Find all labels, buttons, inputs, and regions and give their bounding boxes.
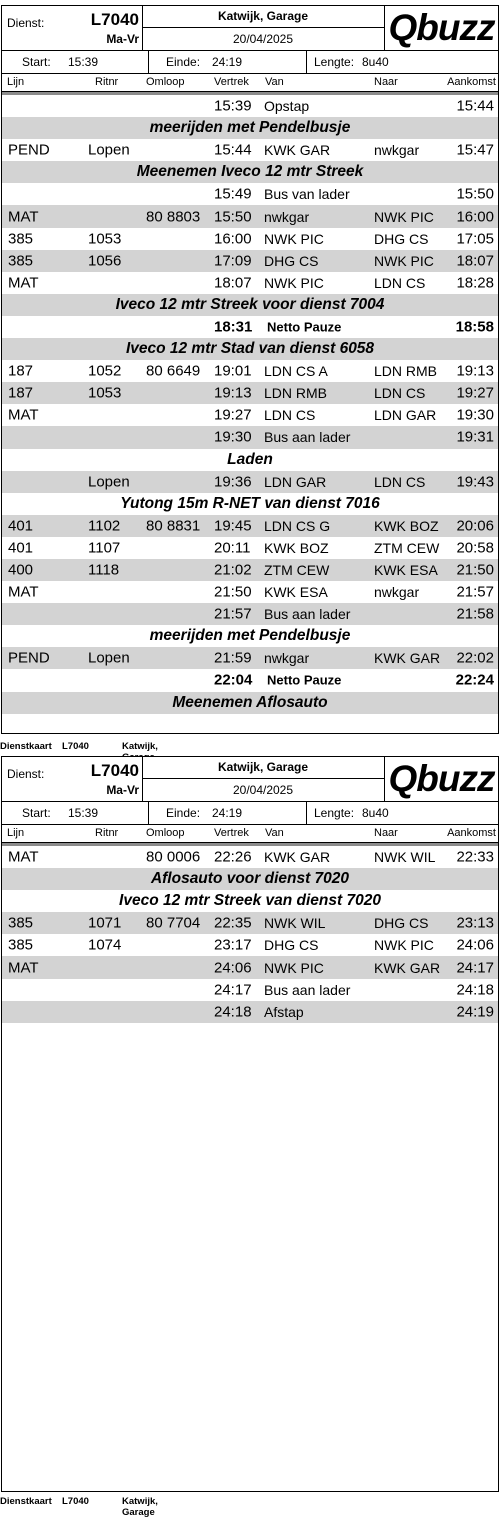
naar-cell: KWK BOZ	[374, 517, 439, 534]
einde-cell	[148, 802, 307, 824]
ritnr-cell: Lopen	[88, 473, 130, 491]
trip-row	[2, 272, 498, 294]
footer-place: Katwijk,	[122, 741, 158, 752]
van-cell: LDN CS G	[264, 517, 331, 534]
dienst-code: L7040	[90, 10, 139, 29]
aankomst-cell: 18:28	[456, 274, 494, 292]
section-title: Iveco 12 mtr Streek van dienst 7020	[119, 892, 381, 910]
aankomst-cell: 19:43	[456, 473, 494, 491]
vertrek-cell: 21:02	[214, 561, 252, 579]
van-cell: DHG CS	[264, 252, 319, 269]
trip-row	[2, 404, 498, 426]
aankomst-cell: 16:00	[456, 208, 494, 226]
trip-row	[2, 912, 498, 934]
aankomst-cell: 24:17	[456, 959, 494, 977]
ritnr-cell: 1052	[88, 362, 122, 380]
aankomst-cell: 19:27	[456, 384, 494, 402]
van-cell: Bus aan lader	[264, 429, 351, 446]
section-title-row	[2, 625, 498, 647]
einde-label: Einde:	[166, 806, 201, 820]
vertrek-cell: 21:50	[214, 583, 252, 601]
van-cell: LDN CS	[264, 407, 316, 424]
van-cell: NWK PIC	[264, 274, 324, 291]
footer-place: Katwijk, Garage	[122, 1496, 158, 1518]
van-cell: LDN GAR	[264, 473, 327, 490]
einde-value: 24:19	[212, 55, 243, 69]
location-date-box	[142, 757, 385, 801]
times-bar	[2, 51, 498, 74]
trip-row	[2, 515, 498, 537]
van-cell: Netto Pauze	[267, 672, 342, 688]
lengte-cell	[306, 51, 498, 73]
section-title: Meenemen Aflosauto	[172, 693, 328, 711]
naar-cell: LDN GAR	[374, 407, 437, 424]
vertrek-cell: 15:49	[214, 185, 252, 203]
aankomst-cell: 19:31	[456, 428, 494, 446]
vertrek-cell: 15:39	[214, 97, 252, 115]
naar-cell: KWK ESA	[374, 562, 438, 579]
trip-row	[2, 250, 498, 272]
naar-cell: LDN RMB	[374, 363, 438, 380]
van-cell: NWK PIC	[264, 230, 324, 247]
vertrek-cell: 19:36	[214, 473, 252, 491]
naar-cell: nwkgar	[374, 584, 420, 601]
trip-row	[2, 471, 498, 493]
lengte-label: Lengte:	[314, 55, 355, 69]
lijn-cell: 401	[8, 517, 34, 535]
pause-row	[2, 316, 498, 338]
trip-row	[2, 360, 498, 382]
vertrek-cell: 15:50	[214, 208, 252, 226]
naar-cell: nwkgar	[374, 142, 420, 159]
vertrek-cell: 22:35	[214, 914, 252, 932]
start-value: 15:39	[68, 55, 99, 69]
trip-row	[2, 139, 498, 161]
qbuzz-logo: Qbuzz	[388, 7, 495, 48]
times-bar	[2, 802, 498, 825]
aankomst-cell: 15:50	[456, 185, 494, 203]
footer-code: L7040	[62, 741, 89, 752]
section-title: Laden	[227, 450, 273, 468]
ritnr-cell: 1053	[88, 384, 122, 402]
aankomst-cell: 22:24	[455, 671, 494, 689]
trip-row	[2, 603, 498, 625]
col-omloop: Omloop	[146, 76, 185, 88]
lijn-cell: 401	[8, 539, 34, 557]
trip-row	[2, 581, 498, 603]
vertrek-cell: 20:11	[214, 539, 251, 557]
start-value: 15:39	[68, 806, 99, 820]
duty-id-box	[2, 6, 143, 50]
card-header	[2, 757, 498, 802]
ritnr-cell: 1053	[88, 230, 122, 248]
duty-date: 20/04/2025	[232, 783, 294, 797]
naar-cell: ZTM CEW	[374, 539, 440, 556]
lijn-cell: 385	[8, 936, 34, 954]
aankomst-cell: 21:58	[456, 605, 494, 623]
van-cell: DHG CS	[264, 937, 319, 954]
vertrek-cell: 23:17	[214, 936, 252, 954]
dienst-label: Dienst:	[7, 767, 45, 781]
trip-row	[2, 956, 498, 978]
aankomst-cell: 20:58	[456, 539, 494, 557]
aankomst-cell: 24:06	[456, 936, 494, 954]
section-title-row	[2, 161, 498, 183]
naar-cell: LDN CS	[374, 473, 426, 490]
vertrek-cell: 19:01	[214, 362, 252, 380]
col-vertrek: Vertrek	[214, 76, 249, 88]
section-title-row	[2, 449, 498, 471]
vertrek-cell: 21:59	[214, 649, 252, 667]
aankomst-cell: 18:07	[456, 252, 494, 270]
einde-cell	[148, 51, 307, 73]
trip-row	[2, 228, 498, 250]
col-ritnr: Ritnr	[95, 827, 119, 839]
duty-id-box	[2, 757, 143, 801]
col-lijn: Lijn	[7, 76, 25, 88]
trip-row	[2, 183, 498, 205]
col-van: Van	[265, 827, 284, 839]
ritnr-cell: 1107	[88, 539, 121, 557]
omloop-cell: 80 7704	[146, 914, 201, 932]
van-cell: ZTM CEW	[264, 562, 330, 579]
lijn-cell: PEND	[8, 141, 50, 159]
qbuzz-logo: Qbuzz	[388, 758, 495, 799]
section-title: meerijden met Pendelbusje	[149, 627, 351, 645]
van-cell: nwkgar	[264, 208, 310, 225]
start-label: Start:	[22, 806, 51, 820]
col-lijn: Lijn	[7, 827, 25, 839]
lijn-cell: 385	[8, 914, 34, 932]
vertrek-cell: 19:45	[214, 517, 252, 535]
trip-row	[2, 382, 498, 404]
section-title-row	[2, 338, 498, 360]
naar-cell: KWK GAR	[374, 959, 441, 976]
aankomst-cell: 15:47	[456, 141, 494, 159]
vertrek-cell: 16:00	[214, 230, 252, 248]
col-ritnr: Ritnr	[95, 76, 119, 88]
vertrek-cell: 19:30	[214, 428, 252, 446]
vertrek-cell: 21:57	[214, 605, 252, 623]
omloop-cell: 80 8803	[146, 208, 201, 226]
vertrek-cell: 17:09	[214, 252, 252, 270]
ritnr-cell: 1056	[88, 252, 122, 270]
col-vertrek: Vertrek	[214, 827, 249, 839]
aankomst-cell: 19:30	[456, 406, 494, 424]
vertrek-cell: 24:17	[214, 981, 252, 999]
van-cell: LDN RMB	[264, 385, 328, 402]
dienst-label: Dienst:	[7, 16, 45, 30]
col-omloop: Omloop	[146, 827, 185, 839]
start-label: Start:	[22, 55, 51, 69]
start-cell	[2, 802, 149, 824]
aankomst-cell: 24:18	[456, 981, 494, 999]
aankomst-cell: 15:44	[456, 97, 494, 115]
ritnr-cell: 1118	[88, 561, 120, 579]
trip-row	[2, 95, 498, 117]
lengte-value: 8u40	[362, 55, 389, 69]
lijn-cell: MAT	[8, 208, 39, 226]
van-cell: KWK GAR	[264, 849, 331, 866]
garage-name: Katwijk, Garage	[142, 757, 384, 779]
duty-card-page-1	[1, 5, 499, 734]
van-cell: Bus aan lader	[264, 981, 351, 998]
section-title-row	[2, 890, 498, 912]
section-title: Yutong 15m R-NET van dienst 7016	[120, 494, 380, 512]
dienst-days: Ma-Vr	[106, 32, 139, 46]
section-title: Meenemen Iveco 12 mtr Streek	[136, 163, 364, 181]
naar-cell: NWK PIC	[374, 937, 434, 954]
trip-row	[2, 846, 498, 868]
section-title-row	[2, 117, 498, 139]
lijn-cell: 385	[8, 252, 34, 270]
lijn-cell: MAT	[8, 274, 39, 292]
trip-row	[2, 205, 498, 227]
aankomst-cell: 21:50	[456, 561, 494, 579]
trip-row	[2, 537, 498, 559]
ritnr-cell: 1074	[88, 936, 122, 954]
schedule-rows	[2, 95, 498, 714]
naar-cell: NWK PIC	[374, 208, 434, 225]
duty-date: 20/04/2025	[232, 32, 294, 46]
trip-row	[2, 647, 498, 669]
lijn-cell: 187	[8, 362, 34, 380]
aankomst-cell: 17:05	[456, 230, 494, 248]
section-title: Aflosauto voor dienst 7020	[150, 870, 350, 888]
lijn-cell: MAT	[8, 583, 39, 601]
footer-kaart: Dienstkaart	[0, 741, 52, 752]
aankomst-cell: 18:58	[455, 318, 494, 336]
vertrek-cell: 24:06	[214, 959, 252, 977]
aankomst-cell: 22:33	[456, 848, 494, 866]
pause-row	[2, 669, 498, 691]
lengte-cell	[306, 802, 498, 824]
lijn-cell: 187	[8, 384, 34, 402]
vertrek-cell: 19:27	[214, 406, 252, 424]
aankomst-cell: 19:13	[456, 362, 494, 380]
vertrek-cell: 22:26	[214, 848, 252, 866]
lengte-value: 8u40	[362, 806, 389, 820]
lijn-cell: MAT	[8, 406, 39, 424]
trip-row	[2, 426, 498, 448]
section-title-row	[2, 294, 498, 316]
van-cell: nwkgar	[264, 650, 310, 667]
garage-name: Katwijk, Garage	[142, 6, 384, 28]
omloop-cell: 80 0006	[146, 848, 201, 866]
van-cell: NWK PIC	[264, 959, 324, 976]
footer-code: L7040	[62, 1496, 89, 1507]
start-cell	[2, 51, 149, 73]
dienst-days: Ma-Vr	[106, 783, 139, 797]
van-cell: Opstap	[264, 98, 310, 115]
lengte-label: Lengte:	[314, 806, 355, 820]
naar-cell: KWK GAR	[374, 650, 441, 667]
col-naar: Naar	[374, 827, 398, 839]
vertrek-cell: 18:07	[214, 274, 252, 292]
naar-cell: DHG CS	[374, 230, 429, 247]
section-title: Iveco 12 mtr Streek voor dienst 7004	[115, 295, 385, 313]
aankomst-cell: 23:13	[456, 914, 494, 932]
einde-value: 24:19	[212, 806, 243, 820]
trip-row	[2, 934, 498, 956]
section-title: Iveco 12 mtr Stad van dienst 6058	[125, 340, 375, 358]
van-cell: Bus van lader	[264, 186, 350, 203]
van-cell: Afstap	[264, 1003, 304, 1020]
col-aankomst: Aankomst	[447, 827, 496, 839]
omloop-cell: 80 8831	[146, 517, 201, 535]
lijn-cell: 400	[8, 561, 34, 579]
van-cell: Netto Pauze	[267, 319, 342, 335]
trip-row	[2, 979, 498, 1001]
section-title: meerijden met Pendelbusje	[149, 119, 351, 137]
lijn-cell: 385	[8, 230, 34, 248]
footer-kaart: Dienstkaart	[0, 1496, 52, 1507]
naar-cell: LDN CS	[374, 385, 426, 402]
column-header-row	[2, 825, 498, 843]
van-cell: NWK WIL	[264, 915, 326, 932]
ritnr-cell: Lopen	[88, 649, 130, 667]
aankomst-cell: 24:19	[456, 1003, 494, 1021]
van-cell: KWK GAR	[264, 142, 331, 159]
col-aankomst: Aankomst	[447, 76, 496, 88]
column-header-row	[2, 74, 498, 92]
card-header	[2, 6, 498, 51]
van-cell: LDN CS A	[264, 363, 328, 380]
van-cell: KWK BOZ	[264, 539, 329, 556]
section-title-row	[2, 493, 498, 515]
vertrek-cell: 22:04	[214, 671, 253, 689]
section-title-row	[2, 692, 498, 714]
naar-cell: LDN CS	[374, 274, 426, 291]
vertrek-cell: 19:13	[214, 384, 252, 402]
col-naar: Naar	[374, 76, 398, 88]
schedule-rows	[2, 846, 498, 1023]
aankomst-cell: 22:02	[456, 649, 494, 667]
lijn-cell: MAT	[8, 959, 39, 977]
van-cell: Bus aan lader	[264, 606, 351, 623]
vertrek-cell: 24:18	[214, 1003, 252, 1021]
ritnr-cell: 1102	[88, 517, 121, 535]
lijn-cell: PEND	[8, 649, 50, 667]
section-title-row	[2, 868, 498, 890]
aankomst-cell: 21:57	[456, 583, 494, 601]
naar-cell: NWK PIC	[374, 252, 434, 269]
duty-card-page-2	[1, 756, 499, 1492]
einde-label: Einde:	[166, 55, 201, 69]
vertrek-cell: 18:31	[214, 318, 253, 336]
van-cell: KWK ESA	[264, 584, 328, 601]
aankomst-cell: 20:06	[456, 517, 494, 535]
trip-row	[2, 559, 498, 581]
lijn-cell: MAT	[8, 848, 39, 866]
naar-cell: NWK WIL	[374, 849, 436, 866]
vertrek-cell: 15:44	[214, 141, 252, 159]
location-date-box	[142, 6, 385, 50]
col-van: Van	[265, 76, 284, 88]
naar-cell: DHG CS	[374, 915, 429, 932]
trip-row	[2, 1001, 498, 1023]
ritnr-cell: 1071	[88, 914, 122, 932]
ritnr-cell: Lopen	[88, 141, 130, 159]
dienst-code: L7040	[90, 761, 139, 780]
omloop-cell: 80 6649	[146, 362, 201, 380]
